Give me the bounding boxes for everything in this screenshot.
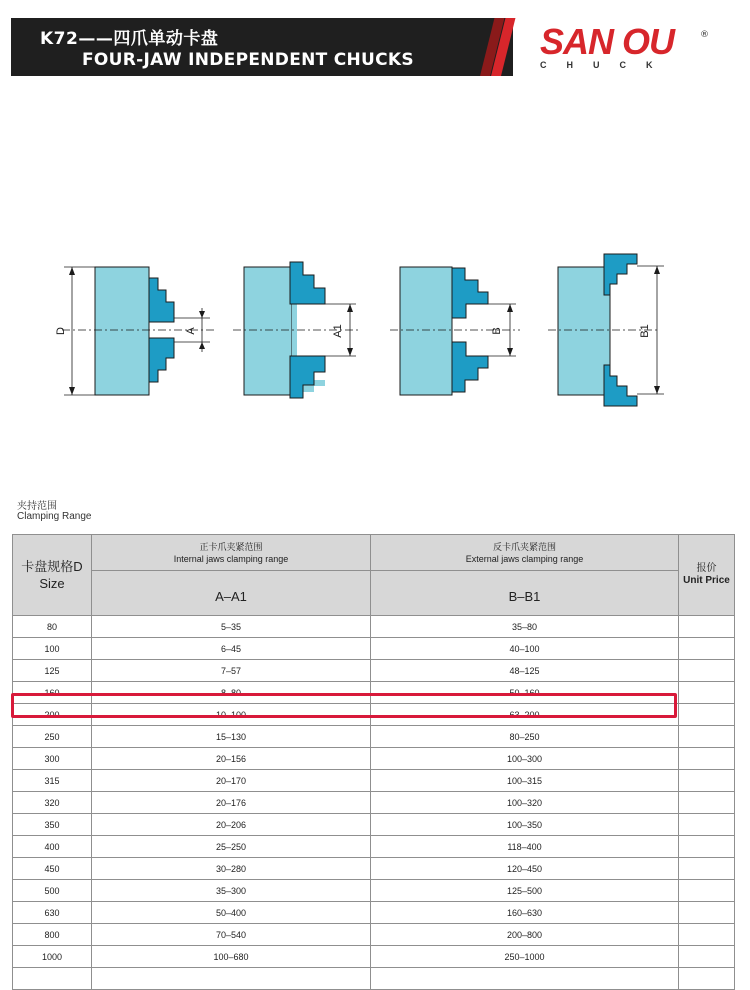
empty-cell [371, 968, 679, 990]
cell-internal-range: 10–100 [92, 704, 371, 726]
cell-external-range: 100–300 [371, 748, 679, 770]
logo-registered-mark: ® [700, 30, 709, 40]
cell-external-range: 80–250 [371, 726, 679, 748]
internal-header-en: Internal jaws clamping range [173, 553, 289, 564]
price-header [679, 535, 735, 616]
cell-external-range: 40–100 [371, 638, 679, 660]
internal-subheader: A–A1 [92, 571, 371, 616]
price-header-cn: 报价 [696, 563, 717, 574]
dim-label-D: D [55, 327, 67, 335]
table-row [13, 902, 735, 924]
cell-size: 125 [13, 660, 92, 682]
cell-external-range: 35–80 [371, 616, 679, 638]
cell-size: 800 [13, 924, 92, 946]
cell-external-range: 63–200 [371, 704, 679, 726]
table-row [13, 836, 735, 858]
cell-unit-price [679, 880, 735, 902]
cell-unit-price [679, 770, 735, 792]
san-ou-logo [540, 21, 710, 74]
table-body [13, 616, 735, 990]
cell-size: 160 [13, 682, 92, 704]
cell-size: 200 [13, 704, 92, 726]
cell-internal-range: 100–680 [92, 946, 371, 968]
cell-external-range: 160–630 [371, 902, 679, 924]
price-header-en: Unit Price [683, 575, 730, 586]
cell-external-range: 100–350 [371, 814, 679, 836]
table-row [13, 616, 735, 638]
empty-cell [13, 968, 92, 990]
external-header-cn: 反卡爪夹紧范围 [492, 541, 556, 552]
cell-internal-range: 25–250 [92, 836, 371, 858]
table-row [13, 814, 735, 836]
model-title-en: FOUR-JAW INDEPENDENT CHUCKS [82, 50, 414, 70]
cell-unit-price [679, 726, 735, 748]
table-row [13, 924, 735, 946]
cell-unit-price [679, 616, 735, 638]
cell-internal-range: 5–35 [92, 616, 371, 638]
section-label-en: Clamping Range [17, 511, 92, 522]
table-row [13, 770, 735, 792]
cell-unit-price [679, 660, 735, 682]
dim-label-A1: A1 [332, 324, 344, 338]
dim-label-A: A [185, 327, 197, 335]
cell-internal-range: 7–57 [92, 660, 371, 682]
cell-unit-price [679, 836, 735, 858]
cell-size: 315 [13, 770, 92, 792]
chuck-diagrams [0, 240, 750, 420]
section-label-cn: 夹持范围 [17, 501, 57, 512]
cell-external-range: 120–450 [371, 858, 679, 880]
cell-size: 630 [13, 902, 92, 924]
table-row [13, 858, 735, 880]
cell-internal-range: 20–206 [92, 814, 371, 836]
cell-size: 400 [13, 836, 92, 858]
cell-external-range: 125–500 [371, 880, 679, 902]
table-row [13, 638, 735, 660]
size-header [13, 535, 92, 616]
cell-unit-price [679, 814, 735, 836]
cell-external-range: 100–315 [371, 770, 679, 792]
external-header-en: External jaws clamping range [465, 553, 584, 564]
cell-internal-range: 35–300 [92, 880, 371, 902]
empty-cell [679, 968, 735, 990]
cell-size: 500 [13, 880, 92, 902]
cell-size: 320 [13, 792, 92, 814]
cell-external-range: 250–1000 [371, 946, 679, 968]
clamping-range-table [12, 534, 735, 990]
external-subheader: B–B1 [371, 571, 679, 616]
table-row-empty [13, 968, 735, 990]
cell-external-range: 48–125 [371, 660, 679, 682]
table-row [13, 792, 735, 814]
internal-header [92, 535, 371, 571]
model-title-cn: K72——四爪单动卡盘 [40, 29, 219, 49]
cell-unit-price [679, 924, 735, 946]
cell-size: 1000 [13, 946, 92, 968]
table-row [13, 660, 735, 682]
cell-unit-price [679, 704, 735, 726]
cell-size: 300 [13, 748, 92, 770]
size-header-en: Size [39, 576, 65, 591]
external-header [371, 535, 679, 571]
cell-size: 100 [13, 638, 92, 660]
cell-internal-range: 30–280 [92, 858, 371, 880]
cell-internal-range: 70–540 [92, 924, 371, 946]
logo-subtitle: CHUCK [540, 60, 673, 70]
size-header-cn: 卡盘规格D [21, 559, 83, 574]
cell-external-range: 100–320 [371, 792, 679, 814]
cell-external-range: 118–400 [371, 836, 679, 858]
cell-external-range: 50–160 [371, 682, 679, 704]
cell-internal-range: 20–156 [92, 748, 371, 770]
cell-unit-price [679, 858, 735, 880]
cell-internal-range: 15–130 [92, 726, 371, 748]
empty-cell [92, 968, 371, 990]
cell-internal-range: 6–45 [92, 638, 371, 660]
cell-size: 450 [13, 858, 92, 880]
internal-header-cn: 正卡爪夹紧范围 [199, 541, 263, 552]
cell-unit-price [679, 902, 735, 924]
dim-label-B1: B1 [639, 324, 651, 338]
cell-internal-range: 20–170 [92, 770, 371, 792]
highlight-box-size-200 [11, 693, 677, 718]
cell-size: 80 [13, 616, 92, 638]
table-row [13, 726, 735, 748]
cell-internal-range: 20–176 [92, 792, 371, 814]
table-row [13, 748, 735, 770]
table-row [13, 880, 735, 902]
cell-internal-range: 50–400 [92, 902, 371, 924]
cell-unit-price [679, 946, 735, 968]
cell-external-range: 200–800 [371, 924, 679, 946]
cell-unit-price [679, 638, 735, 660]
cell-internal-range: 8–80 [92, 682, 371, 704]
table-row [13, 946, 735, 968]
dim-label-B: B [491, 327, 503, 335]
cell-unit-price [679, 682, 735, 704]
cell-unit-price [679, 748, 735, 770]
cell-size: 350 [13, 814, 92, 836]
cell-size: 250 [13, 726, 92, 748]
cell-unit-price [679, 792, 735, 814]
logo-brand: SAN OU [540, 21, 675, 62]
